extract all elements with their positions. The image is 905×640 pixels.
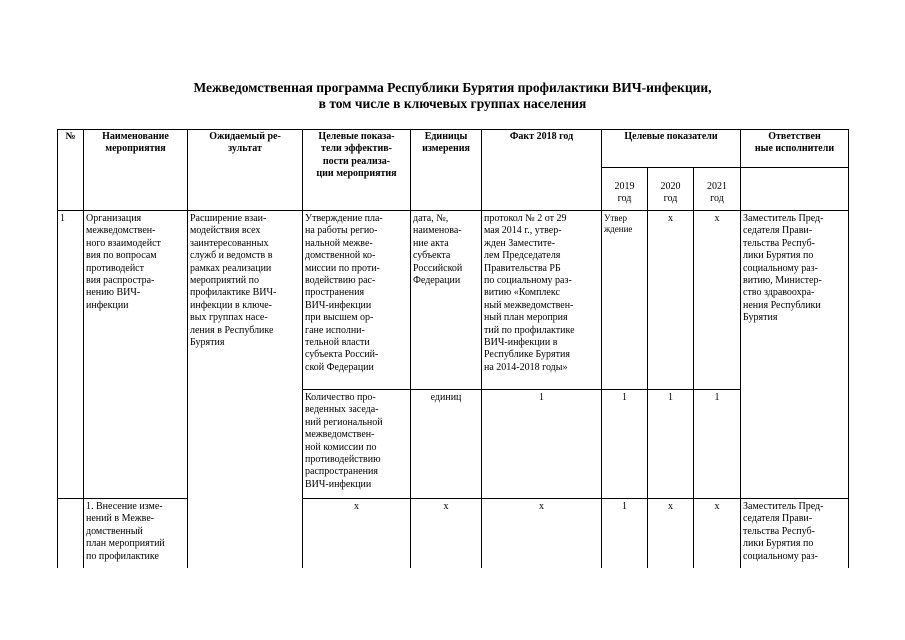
row2-2020: х: [668, 501, 673, 512]
row2-units: х: [443, 501, 449, 512]
header-year-2020: 2020 год: [660, 181, 681, 205]
row1-num: 1: [60, 213, 65, 224]
row1-2021-b: 1: [714, 392, 720, 403]
row2-2019: 1: [622, 501, 627, 512]
row1-responsible: Заместитель Пред- седателя Прави- тельства Респуб- лики Бурятия по социальному раз- витию, Министер- ство здравоохра- нения Республики Бурятия: [743, 213, 824, 324]
row1-units-a: дата, №, наименова- ние акта субъекта Российской Федерации: [413, 213, 463, 287]
title-line-2: в том числе в ключевых группах населения: [318, 96, 587, 111]
title-line-1: Межведомственная программа Республики Бурятия профилактики ВИЧ-инфекции,: [193, 80, 712, 95]
header-year-2021: 2021 год: [707, 181, 727, 205]
row1-name: Организация межведомствен- ного взаимодейст вия по вопросам противодейст вия распростра- нению ВИЧ- инфекции: [86, 213, 161, 311]
row2-indicator: х: [354, 501, 359, 512]
header-name: Наименование мероприятия: [102, 131, 169, 155]
row1-2019-a: Утвер ждение: [604, 213, 633, 234]
row1-2019-b: 1: [622, 392, 627, 403]
header-indicators: Целевые показа- тели эффектив- пости реализа- ции мероприятия: [316, 131, 397, 180]
row1-indicator-a: Утверждение пла- на работы регио- нальной межве- домственной ко- миссии по проти- водействию рас- пространения ВИЧ-инфекции при высшем ор- гане исполни- тельной власти субъекта Россий- ской Федерации: [305, 213, 383, 373]
row1-fact-a: протокол № 2 от 29 мая 2014 г., утвер- жден Заместите- лем Председателя Правительства РБ по социальному раз- витию «Комплекс ный межведомствен- ный план мероприя тий по профилактике ВИЧ-инфекции в Республике Бурятия на 2014-2018 годы»: [484, 213, 575, 373]
row2-2021: х: [714, 501, 720, 512]
header-units: Единицы измерения: [422, 131, 470, 155]
row1-2021-a: х: [714, 213, 720, 224]
row1-2020-b: 1: [668, 392, 673, 403]
header-year-2019: 2019 год: [614, 181, 635, 205]
row2-responsible: Заместитель Пред- седателя Прави- тельства Респуб- лики Бурятия по социальному раз-: [743, 501, 824, 562]
row1-2020-a: х: [668, 213, 673, 224]
header-num: №: [65, 131, 76, 142]
header-responsible: Ответствен ные исполнители: [754, 131, 835, 155]
row1-fact-b: 1: [539, 392, 544, 403]
header-fact: Факт 2018 год: [509, 131, 574, 142]
header-result: Ожидаемый ре- зультат: [209, 131, 281, 155]
row1-units-b: единиц: [430, 392, 462, 403]
row1-result: Расширение взаи- модействия всех заинтересованных служб и ведомств в рамках реализации мероприятий по профилактике ВИЧ- инфекции в ключе- вых группах насе- ления в Республике Бурятия: [190, 213, 277, 349]
row1-indicator-b: Количество про- веденных заседа- ний региональной межведомствен- ной комиссии по противодействию распространения ВИЧ-инфекции: [305, 392, 383, 490]
row2-fact: х: [539, 501, 544, 512]
row2-name: 1. Внесение изме- нений в Межве- домственный план мероприятий по профилактике: [86, 501, 165, 562]
header-targets: Целевые показатели: [624, 131, 718, 142]
